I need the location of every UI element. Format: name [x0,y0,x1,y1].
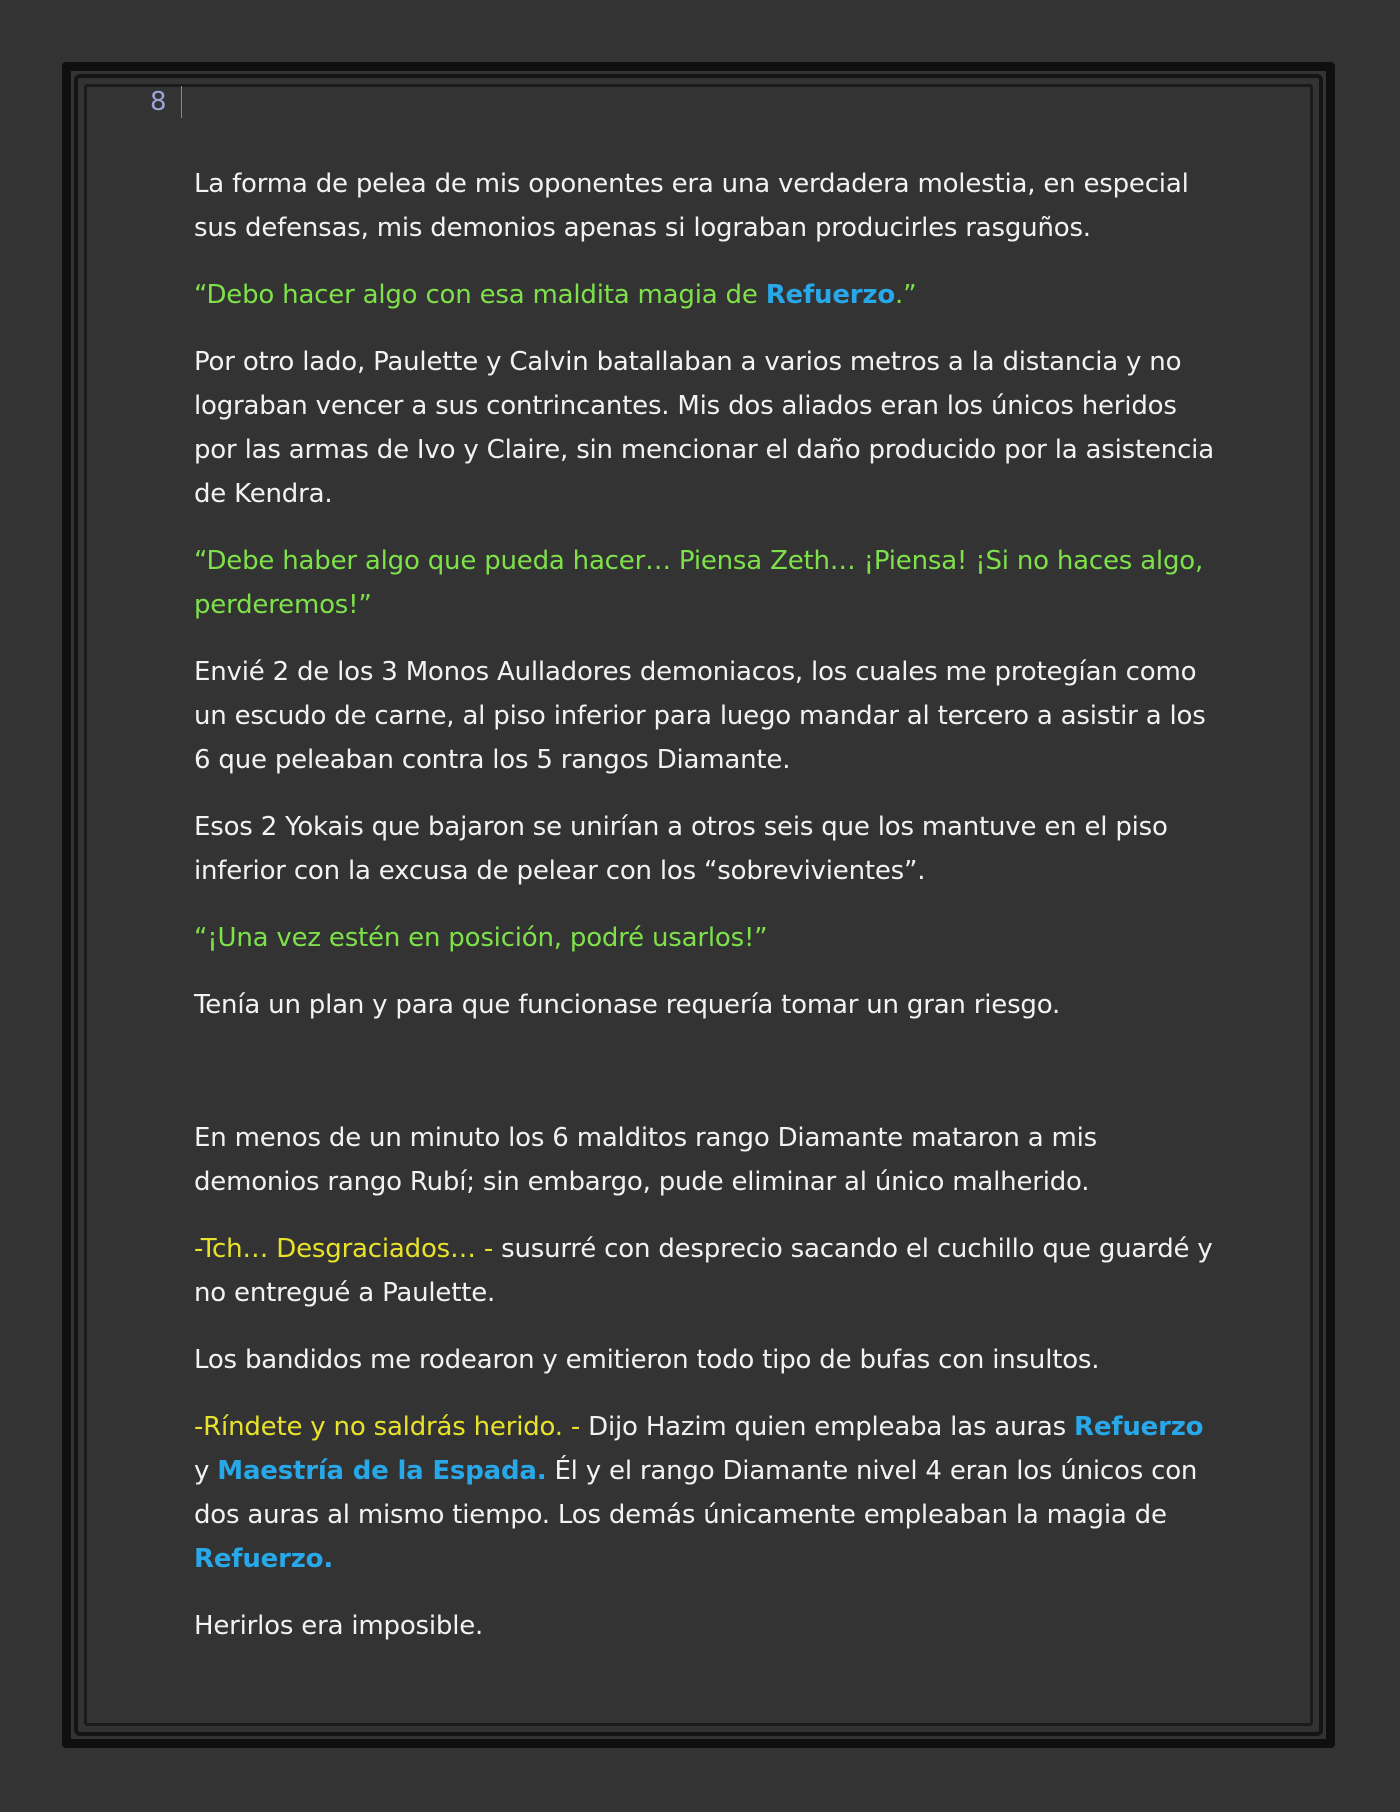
paragraph-13: Herirlos era imposible. [194,1611,484,1641]
narration-text: y [194,1456,218,1486]
paragraph-4-thought: “Debe haber algo que pueda hacer… Piensa Zeth… ¡Piensa! ¡Si no haces algo, perderemos!” [194,546,1204,620]
narration-text: Él y el rango Diamante nivel 4 eran los únicos con dos auras al mismo tiempo. Los demás únicamente empleaban la magia de [194,1456,1198,1530]
magic-term-refuerzo: Refuerzo [1074,1412,1204,1442]
thought-text-end: .” [895,280,917,310]
paragraph-8: Tenía un plan y para que funcionase requería tomar un gran riesgo. [194,990,1061,1020]
magic-term-refuerzo: Refuerzo [765,280,896,310]
magic-term-refuerzo: Refuerzo. [194,1544,334,1574]
paragraph-12 [194,1405,1224,1581]
paragraph-11: Los bandidos me rodearon y emitieron todo tipo de bufas con insultos. [194,1345,1100,1375]
paragraph-6: Esos 2 Yokais que bajaron se unirían a otros seis que los mantuve en el piso inferior con la excusa de pelear con los “sobrevivientes”. [194,812,1168,886]
paragraph-9: En menos de un minuto los 6 malditos rango Diamante mataron a mis demonios rango Rubí; sin embargo, pude eliminar al único malherido. [194,1123,1098,1197]
dialogue-speech: -Ríndete y no saldrás herido. - [194,1412,581,1442]
narration-text: Dijo Hazim quien empleaba las auras [580,1412,1074,1442]
page-content [194,162,1224,1671]
paragraph-2-thought [194,273,1224,317]
section-gap [194,1050,1224,1116]
page-number: 8 [150,87,167,117]
magic-term-maestria: Maestría de la Espada. [217,1456,547,1486]
paragraph-5: Envié 2 de los 3 Monos Aulladores demoniacos, los cuales me protegían como un escudo de carne, al piso inferior para luego mandar al tercero a asistir a los 6 que peleaban contra los 5 rangos Diamante. [194,657,1206,775]
page-number-divider [181,86,182,118]
paragraph-7-thought: “¡Una vez estén en posición, podré usarlos!” [194,923,768,953]
narration-text: susurré con desprecio sacando el cuchillo que guardé y no entregué a Paulette. [194,1234,1213,1308]
dialogue-speech: -Tch… Desgraciados… - [194,1234,494,1264]
paragraph-3: Por otro lado, Paulette y Calvin batallaban a varios metros a la distancia y no lograban vencer a sus contrincantes. Mis dos aliados eran los únicos heridos por las armas de Ivo y Claire, sin mencionar el daño producido por la asistencia de Kendra. [194,347,1214,509]
thought-text: “Debo hacer algo con esa maldita magia de [194,280,766,310]
paragraph-1: La forma de pelea de mis oponentes era una verdadera molestia, en especial sus defensas, mis demonios apenas si lograban producirles rasguños. [194,169,1189,243]
paragraph-10 [194,1227,1224,1315]
